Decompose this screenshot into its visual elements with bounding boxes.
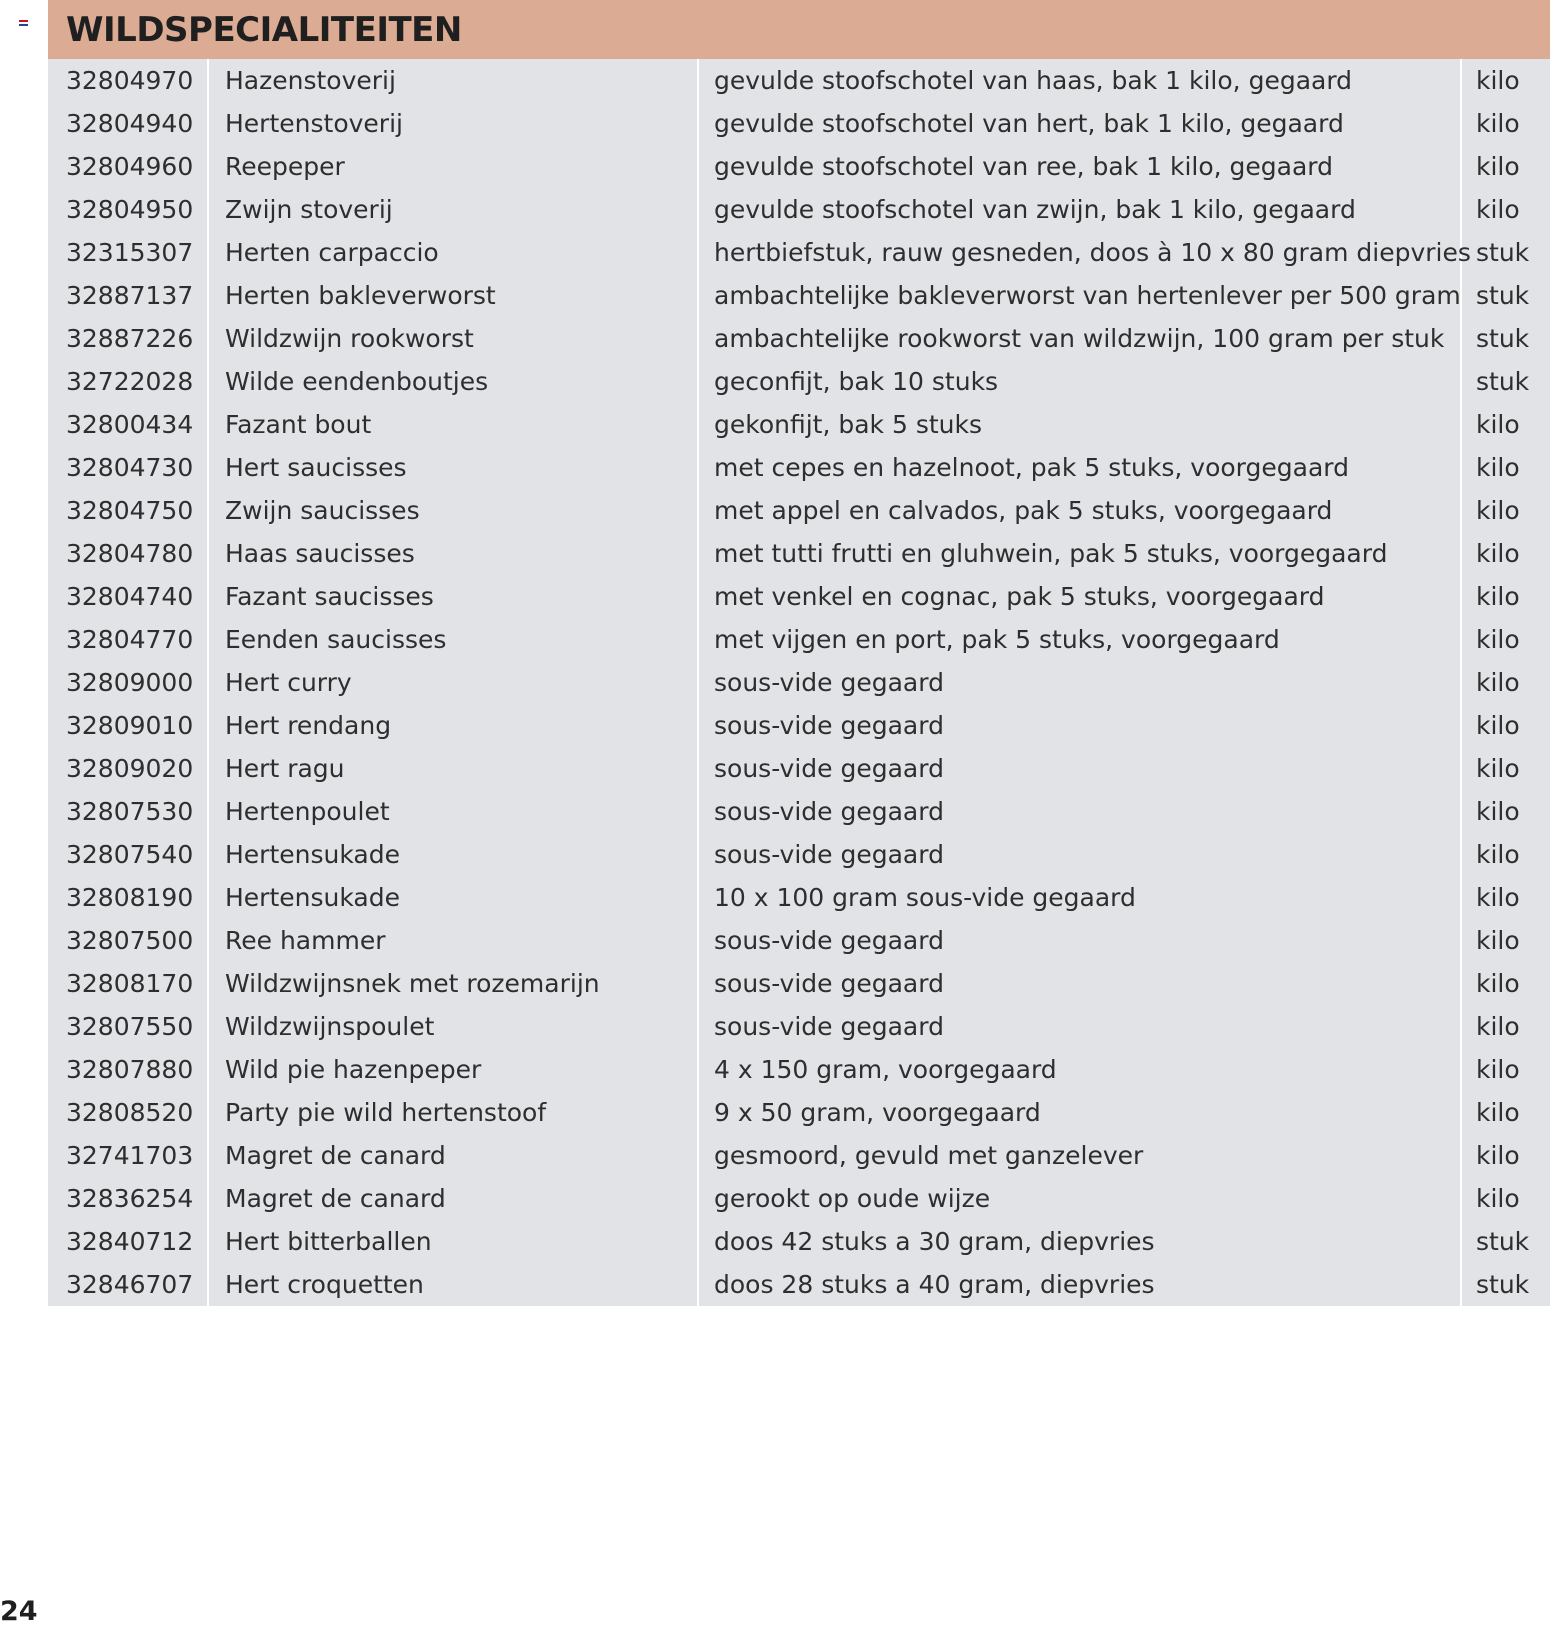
table-row xyxy=(48,618,1550,661)
product-description: sous-vide gegaard xyxy=(714,711,944,740)
product-name: Hertensukade xyxy=(225,840,400,869)
product-code: 32804730 xyxy=(66,453,194,482)
product-unit: kilo xyxy=(1476,1098,1520,1127)
table-row xyxy=(48,1048,1550,1091)
product-unit: kilo xyxy=(1476,195,1520,224)
product-description: gevulde stoofschotel van zwijn, bak 1 kilo, gegaard xyxy=(714,195,1356,224)
product-name: Zwijn stoverij xyxy=(225,195,393,224)
product-table xyxy=(48,59,1550,1306)
product-name: Hert curry xyxy=(225,668,352,697)
product-code: 32804940 xyxy=(66,109,194,138)
product-name: Magret de canard xyxy=(225,1141,446,1170)
product-name: Fazant bout xyxy=(225,410,372,439)
product-name: Hertenstoverij xyxy=(225,109,403,138)
table-row xyxy=(48,231,1550,274)
product-code: 32804740 xyxy=(66,582,194,611)
product-description: gevulde stoofschotel van haas, bak 1 kilo, gegaard xyxy=(714,66,1353,95)
product-name: Wilde eendenboutjes xyxy=(225,367,489,396)
table-row xyxy=(48,790,1550,833)
product-description: met tutti frutti en gluhwein, pak 5 stuks, voorgegaard xyxy=(714,539,1388,568)
table-row xyxy=(48,876,1550,919)
product-name: Zwijn saucisses xyxy=(225,496,420,525)
table-row xyxy=(48,661,1550,704)
product-unit: stuk xyxy=(1476,238,1530,267)
product-code: 32846707 xyxy=(66,1270,194,1299)
product-name: Hert croquetten xyxy=(225,1270,424,1299)
table-row xyxy=(48,919,1550,962)
product-name: Herten bakleverworst xyxy=(225,281,496,310)
table-row xyxy=(48,1005,1550,1048)
table-row xyxy=(48,1091,1550,1134)
table-row xyxy=(48,360,1550,403)
product-description: met venkel en cognac, pak 5 stuks, voorgegaard xyxy=(714,582,1325,611)
product-description: 4 x 150 gram, voorgegaard xyxy=(714,1055,1057,1084)
product-unit: kilo xyxy=(1476,539,1520,568)
product-description: sous-vide gegaard xyxy=(714,840,944,869)
product-code: 32741703 xyxy=(66,1141,194,1170)
table-row xyxy=(48,1177,1550,1220)
product-unit: kilo xyxy=(1476,453,1520,482)
product-name: Hertensukade xyxy=(225,883,400,912)
product-description: sous-vide gegaard xyxy=(714,797,944,826)
product-name: Fazant saucisses xyxy=(225,582,434,611)
product-unit: kilo xyxy=(1476,152,1520,181)
product-code: 32887137 xyxy=(66,281,194,310)
product-code: 32804970 xyxy=(66,66,194,95)
product-name: Haas saucisses xyxy=(225,539,415,568)
product-code: 32804750 xyxy=(66,496,194,525)
product-name: Hert rendang xyxy=(225,711,392,740)
product-code: 32800434 xyxy=(66,410,194,439)
product-code: 32809000 xyxy=(66,668,194,697)
product-name: Wildzwijnsnek met rozemarijn xyxy=(225,969,600,998)
product-description: sous-vide gegaard xyxy=(714,668,944,697)
table-row xyxy=(48,188,1550,231)
product-code: 32315307 xyxy=(66,238,194,267)
product-description: met vijgen en port, pak 5 stuks, voorgegaard xyxy=(714,625,1280,654)
product-code: 32809020 xyxy=(66,754,194,783)
product-code: 32804960 xyxy=(66,152,194,181)
product-description: sous-vide gegaard xyxy=(714,969,944,998)
product-description: 9 x 50 gram, voorgegaard xyxy=(714,1098,1041,1127)
table-row xyxy=(48,274,1550,317)
product-unit: kilo xyxy=(1476,797,1520,826)
product-unit: kilo xyxy=(1476,711,1520,740)
product-name: Wild pie hazenpeper xyxy=(225,1055,482,1084)
section-header xyxy=(48,0,1550,59)
product-description: geconfijt, bak 10 stuks xyxy=(714,367,999,396)
page-number: 24 xyxy=(0,1596,38,1627)
product-description: met appel en calvados, pak 5 stuks, voorgegaard xyxy=(714,496,1333,525)
table-row xyxy=(48,403,1550,446)
product-code: 32840712 xyxy=(66,1227,194,1256)
product-name: Hazenstoverij xyxy=(225,66,396,95)
product-unit: stuk xyxy=(1476,1270,1530,1299)
table-row xyxy=(48,704,1550,747)
product-description: doos 42 stuks a 30 gram, diepvries xyxy=(714,1227,1155,1256)
table-row xyxy=(48,962,1550,1005)
product-description: sous-vide gegaard xyxy=(714,1012,944,1041)
product-name: Wildzwijn rookworst xyxy=(225,324,474,353)
product-unit: kilo xyxy=(1476,883,1520,912)
product-unit: kilo xyxy=(1476,496,1520,525)
product-description: gevulde stoofschotel van ree, bak 1 kilo, gegaard xyxy=(714,152,1334,181)
dutch-flag-icon xyxy=(19,20,28,26)
table-row xyxy=(48,833,1550,876)
product-unit: kilo xyxy=(1476,1141,1520,1170)
product-unit: kilo xyxy=(1476,410,1520,439)
product-code: 32807880 xyxy=(66,1055,194,1084)
product-description: met cepes en hazelnoot, pak 5 stuks, voorgegaard xyxy=(714,453,1349,482)
table-row xyxy=(48,532,1550,575)
product-unit: stuk xyxy=(1476,367,1530,396)
product-name: Hert ragu xyxy=(225,754,345,783)
product-name: Hert bitterballen xyxy=(225,1227,432,1256)
product-code: 32804770 xyxy=(66,625,194,654)
product-code: 32836254 xyxy=(66,1184,194,1213)
product-unit: kilo xyxy=(1476,1184,1520,1213)
table-row xyxy=(48,102,1550,145)
product-unit: kilo xyxy=(1476,926,1520,955)
product-name: Ree hammer xyxy=(225,926,386,955)
product-code: 32804950 xyxy=(66,195,194,224)
product-code: 32722028 xyxy=(66,367,194,396)
product-description: sous-vide gegaard xyxy=(714,926,944,955)
table-row xyxy=(48,489,1550,532)
table-row xyxy=(48,1220,1550,1263)
product-code: 32808190 xyxy=(66,883,194,912)
product-description: hertbiefstuk, rauw gesneden, doos à 10 x 80 gram diepvries xyxy=(714,238,1471,267)
product-unit: kilo xyxy=(1476,582,1520,611)
product-unit: kilo xyxy=(1476,625,1520,654)
product-description: 10 x 100 gram sous-vide gegaard xyxy=(714,883,1136,912)
product-code: 32887226 xyxy=(66,324,194,353)
product-code: 32804780 xyxy=(66,539,194,568)
table-row xyxy=(48,446,1550,489)
product-name: Reepeper xyxy=(225,152,345,181)
product-description: gekonfijt, bak 5 stuks xyxy=(714,410,983,439)
product-name: Magret de canard xyxy=(225,1184,446,1213)
product-description: gerookt op oude wijze xyxy=(714,1184,991,1213)
product-unit: kilo xyxy=(1476,66,1520,95)
section-title: WILDSPECIALITEITEN xyxy=(66,10,462,50)
table-row xyxy=(48,575,1550,618)
product-description: gesmoord, gevuld met ganzelever xyxy=(714,1141,1144,1170)
product-code: 32807500 xyxy=(66,926,194,955)
product-name: Hertenpoulet xyxy=(225,797,390,826)
table-row xyxy=(48,1134,1550,1177)
product-name: Eenden saucisses xyxy=(225,625,447,654)
product-name: Hert saucisses xyxy=(225,453,407,482)
product-unit: kilo xyxy=(1476,969,1520,998)
product-name: Party pie wild hertenstoof xyxy=(225,1098,547,1127)
product-code: 32807550 xyxy=(66,1012,194,1041)
product-code: 32807530 xyxy=(66,797,194,826)
product-code: 32808520 xyxy=(66,1098,194,1127)
product-name: Herten carpaccio xyxy=(225,238,439,267)
product-unit: kilo xyxy=(1476,109,1520,138)
product-unit: kilo xyxy=(1476,668,1520,697)
product-unit: kilo xyxy=(1476,840,1520,869)
product-unit: kilo xyxy=(1476,1055,1520,1084)
table-body xyxy=(48,59,1550,1306)
product-description: ambachtelijke bakleverworst van hertenlever per 500 gram xyxy=(714,281,1461,310)
product-description: ambachtelijke rookworst van wildzwijn, 100 gram per stuk xyxy=(714,324,1445,353)
product-code: 32807540 xyxy=(66,840,194,869)
table-row xyxy=(48,59,1550,102)
product-description: sous-vide gegaard xyxy=(714,754,944,783)
product-code: 32808170 xyxy=(66,969,194,998)
product-unit: stuk xyxy=(1476,1227,1530,1256)
product-unit: stuk xyxy=(1476,281,1530,310)
table-row xyxy=(48,1263,1550,1306)
product-description: doos 28 stuks a 40 gram, diepvries xyxy=(714,1270,1155,1299)
product-unit: kilo xyxy=(1476,754,1520,783)
table-row xyxy=(48,145,1550,188)
product-unit: stuk xyxy=(1476,324,1530,353)
product-code: 32809010 xyxy=(66,711,194,740)
product-description: gevulde stoofschotel van hert, bak 1 kilo, gegaard xyxy=(714,109,1344,138)
table-row xyxy=(48,317,1550,360)
product-name: Wildzwijnspoulet xyxy=(225,1012,435,1041)
product-unit: kilo xyxy=(1476,1012,1520,1041)
table-row xyxy=(48,747,1550,790)
